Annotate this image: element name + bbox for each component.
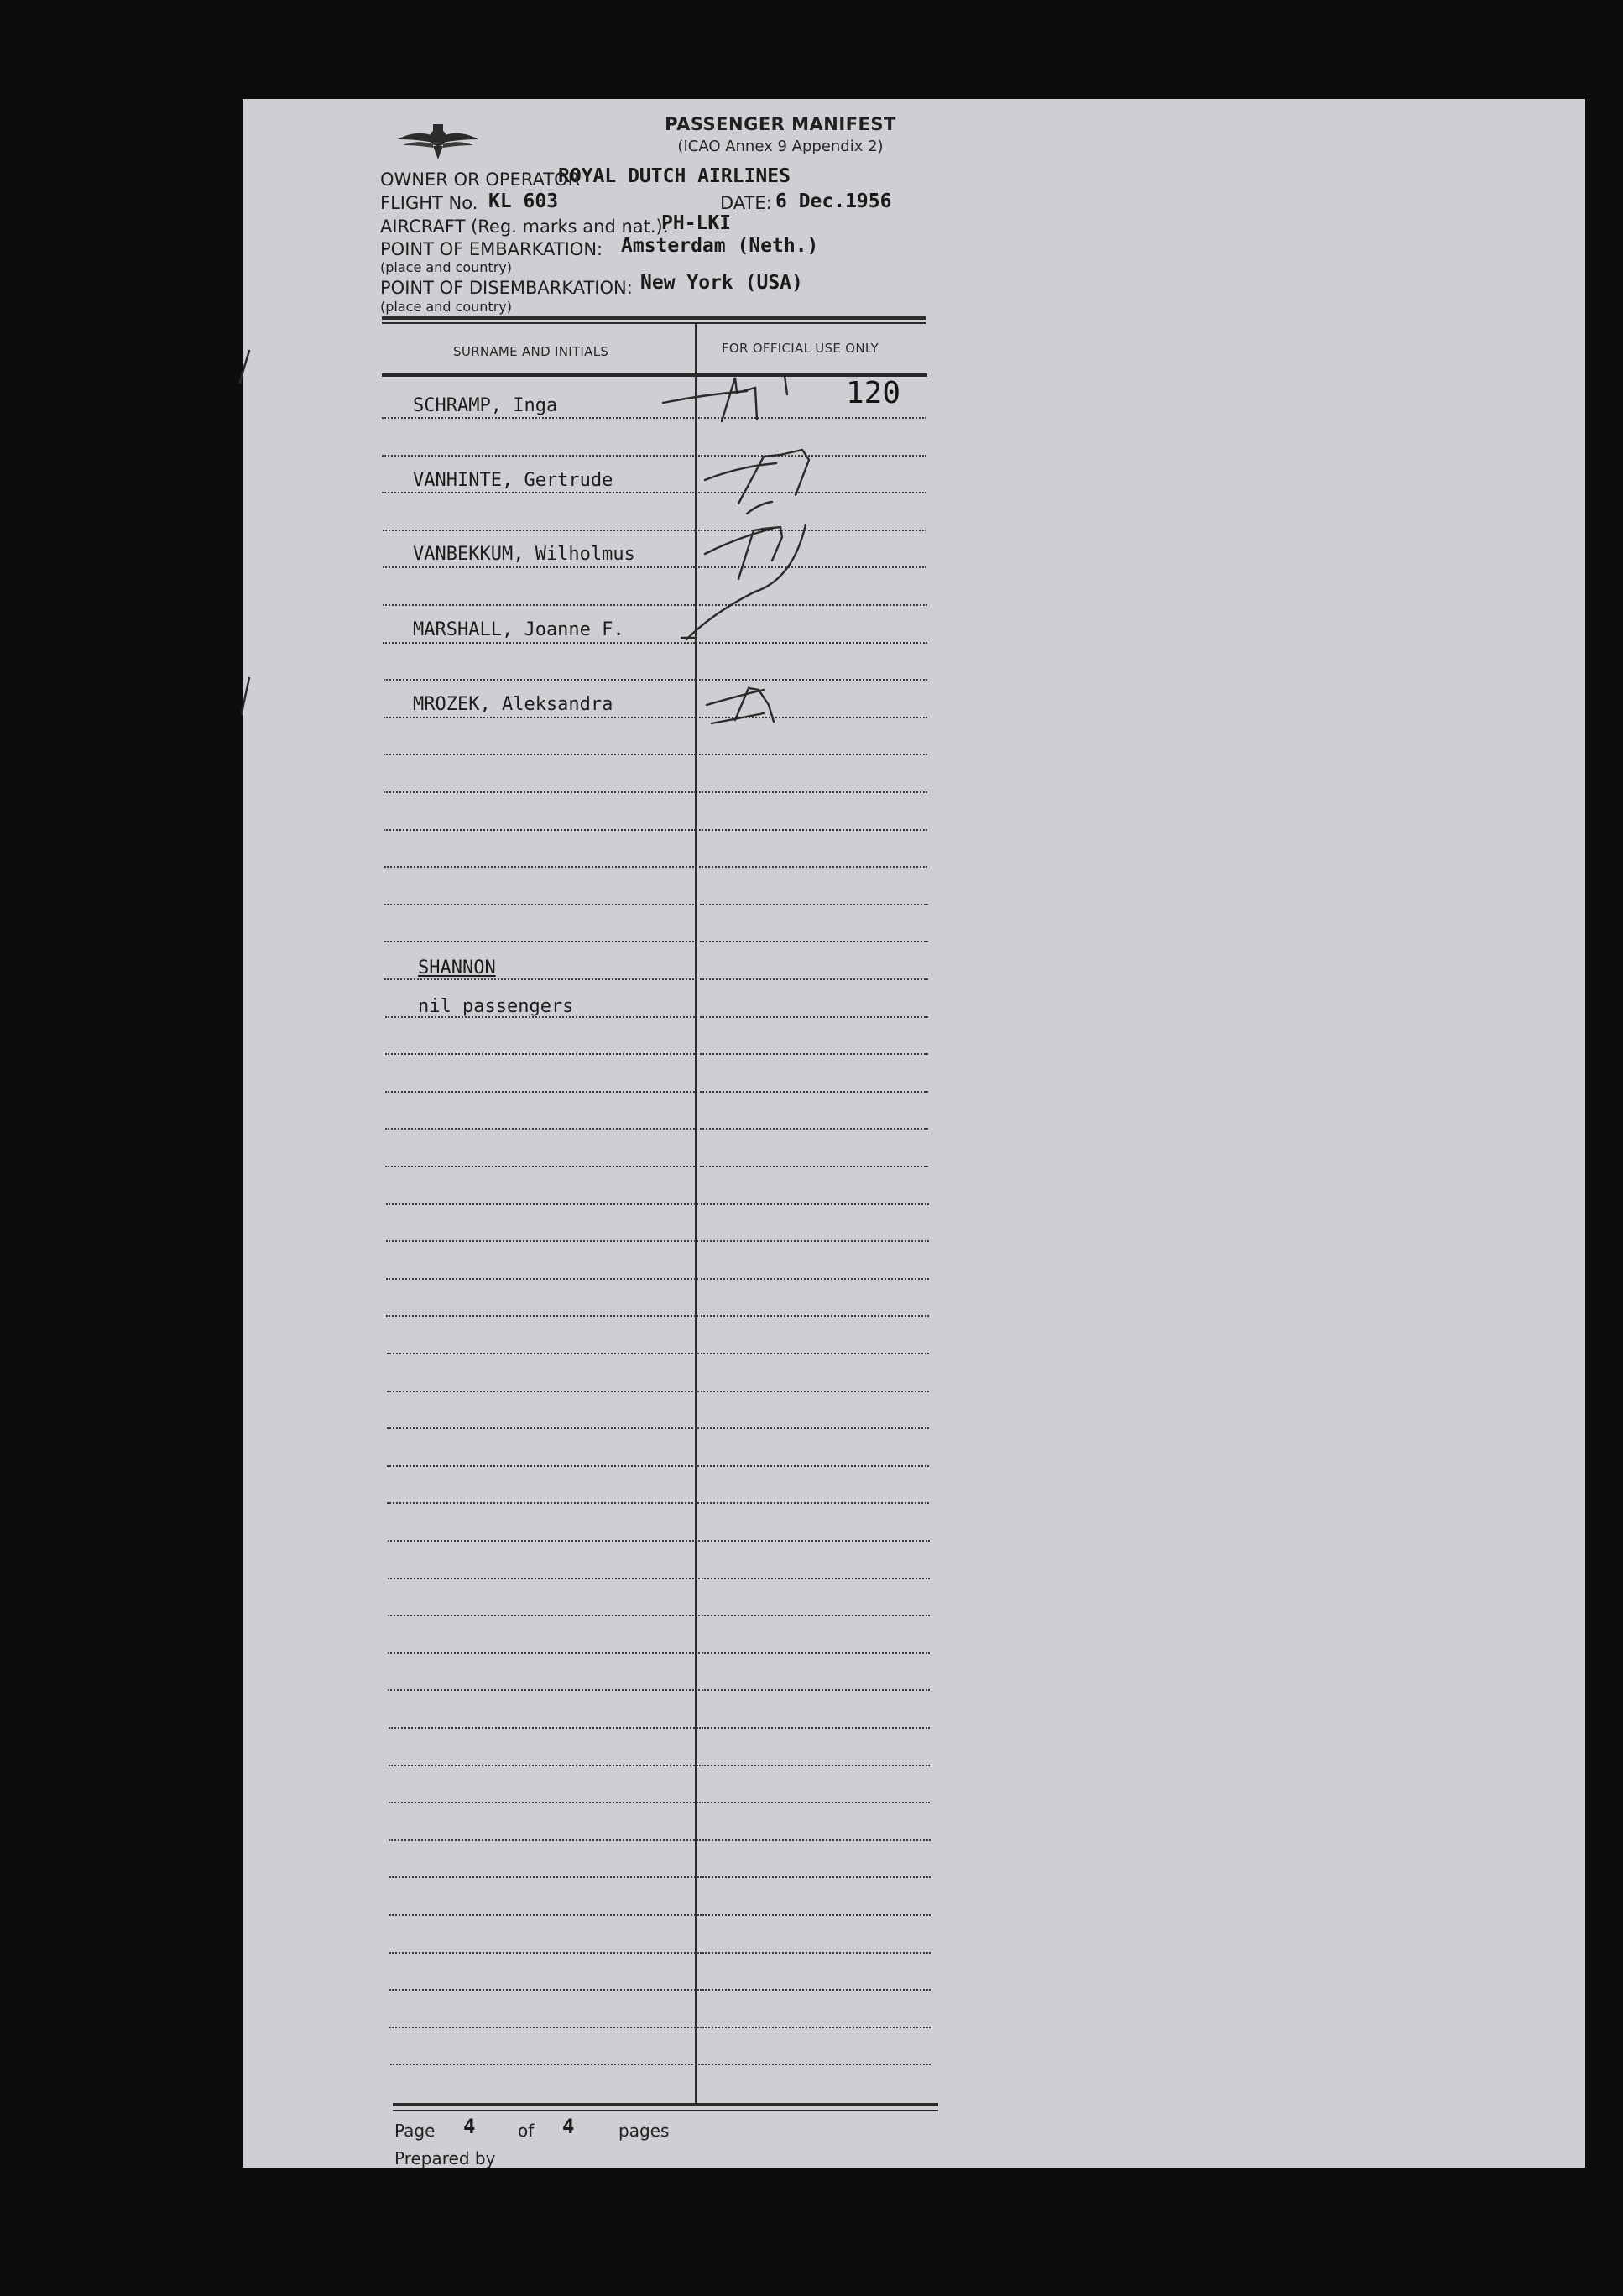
passenger-row: MROZEK, Aleksandra: [413, 694, 613, 715]
ruled-line-right: [702, 1578, 930, 1579]
ruled-line-right: [702, 1914, 931, 1916]
ruled-line-right: [699, 829, 927, 831]
ruled-line-right: [700, 904, 928, 905]
ruled-line-left: [385, 1091, 697, 1093]
flight-value: KL 603: [488, 190, 559, 212]
ruled-line-right: [701, 1427, 929, 1429]
column-header-official: FOR OFFICIAL USE ONLY: [722, 341, 879, 356]
station-note-text: nil passengers: [418, 996, 574, 1017]
ruled-line-left: [386, 1315, 698, 1317]
disembarkation-label: POINT OF DISEMBARKATION:: [380, 278, 633, 298]
ruled-line-right: [698, 492, 926, 493]
page-label: Page: [394, 2121, 436, 2141]
ruled-line-left: [389, 1839, 701, 1841]
ruled-line-right: [699, 604, 927, 606]
ruled-line-left: [388, 1578, 700, 1579]
table-bottom-rule: [393, 2103, 938, 2106]
ruled-line-left: [389, 1989, 702, 1991]
date-label: DATE:: [720, 193, 772, 213]
ruled-line-right: [698, 455, 926, 457]
ruled-line-left: [387, 1391, 699, 1392]
ruled-line-left: [389, 1765, 701, 1766]
ruled-line-left: [387, 1353, 699, 1354]
ruled-line-left: [382, 455, 694, 457]
ruled-line-right: [701, 1391, 929, 1392]
ruled-line-right: [702, 2064, 931, 2065]
page-number: 4: [463, 2115, 476, 2138]
flight-label: FLIGHT No.: [380, 193, 478, 213]
ruled-line-right: [699, 866, 927, 868]
ruled-line-left: [383, 530, 695, 531]
ruled-line-left: [385, 1166, 697, 1167]
ruled-line-right: [702, 1615, 930, 1616]
ruled-line-right: [701, 1203, 929, 1205]
ruled-line-right: [699, 679, 927, 681]
ruled-line-right: [698, 566, 926, 568]
ruled-line-left: [387, 1427, 699, 1429]
owner-value: ROYAL DUTCH AIRLINES: [558, 165, 791, 187]
ruled-line-left: [384, 978, 697, 980]
ruled-line-left: [389, 2027, 702, 2028]
ruled-line-right: [702, 1765, 930, 1766]
ruled-line-right: [701, 1315, 929, 1317]
ruled-line-left: [384, 829, 696, 831]
ruled-line-right: [698, 530, 926, 531]
klm-wings-logo: [396, 117, 480, 164]
ruled-line-right: [701, 1278, 929, 1280]
embarkation-value: Amsterdam (Neth.): [621, 235, 819, 257]
ruled-line-left: [384, 754, 696, 755]
ruled-line-left: [386, 1203, 698, 1205]
ruled-line-right: [700, 1128, 928, 1130]
ruled-line-left: [389, 1802, 701, 1803]
ruled-line-right: [701, 1502, 929, 1504]
ruled-line-left: [384, 717, 696, 718]
ruled-line-left: [383, 604, 695, 606]
aircraft-value: PH-LKI: [661, 212, 732, 234]
ruled-line-left: [389, 1914, 702, 1916]
ruled-line-left: [386, 1240, 698, 1242]
ruled-line-right: [699, 642, 927, 644]
ruled-line-right: [698, 417, 926, 419]
document-title: PASSENGER MANIFEST: [665, 114, 896, 134]
date-value: 6 Dec.1956: [775, 190, 892, 212]
table-top-rule: [382, 316, 926, 320]
ruled-line-right: [701, 1240, 929, 1242]
ruled-line-right: [702, 1689, 930, 1691]
ruled-line-left: [383, 642, 695, 644]
ruled-line-right: [700, 1053, 928, 1055]
ruled-line-left: [387, 1502, 699, 1504]
passenger-row: SCHRAMP, Inga: [413, 395, 558, 416]
disembarkation-note: (place and country): [380, 299, 512, 315]
aircraft-label: AIRCRAFT (Reg. marks and nat.):: [380, 217, 669, 237]
embarkation-label: POINT OF EMBARKATION:: [380, 239, 603, 259]
official-number: 120: [846, 376, 901, 410]
ruled-line-right: [699, 754, 927, 755]
ruled-line-right: [700, 941, 928, 942]
station-note: SHANNON: [418, 958, 496, 978]
ruled-line-left: [388, 1689, 700, 1691]
ruled-line-right: [702, 1952, 931, 1954]
prepared-by-label: Prepared by: [394, 2148, 496, 2168]
ruled-line-left: [384, 904, 697, 905]
column-header-surname: SURNAME AND INITIALS: [453, 344, 609, 359]
ruled-line-left: [382, 417, 694, 419]
ruled-line-left: [388, 1652, 700, 1654]
ruled-line-right: [700, 978, 928, 980]
ruled-line-left: [390, 2064, 702, 2065]
total-pages: 4: [562, 2115, 575, 2138]
ruled-line-right: [699, 717, 927, 718]
ruled-line-right: [700, 1016, 928, 1018]
disembarkation-value: New York (USA): [640, 272, 803, 294]
ruled-line-right: [702, 1540, 930, 1542]
passenger-row: VANHINTE, Gertrude: [413, 470, 613, 491]
pages-label: pages: [618, 2121, 670, 2141]
ruled-line-right: [702, 1989, 931, 1991]
ruled-line-left: [382, 492, 694, 493]
passenger-row: MARSHALL, Joanne F.: [413, 619, 624, 640]
passenger-row: VANBEKKUM, Wilholmus: [413, 544, 635, 565]
ruled-line-left: [389, 1876, 702, 1878]
ruled-line-left: [389, 1952, 702, 1954]
owner-label: OWNER OR OPERATOR: [380, 170, 581, 190]
ruled-line-left: [389, 1727, 701, 1729]
ruled-line-right: [702, 1727, 930, 1729]
table-top-rule-thin: [382, 322, 926, 324]
ruled-line-right: [702, 1652, 930, 1654]
ruled-line-left: [384, 866, 697, 868]
ruled-line-right: [702, 1802, 930, 1803]
table-bottom-rule-thin: [393, 2110, 938, 2111]
ruled-line-left: [386, 1278, 698, 1280]
ruled-line-right: [700, 1166, 928, 1167]
ruled-line-left: [385, 1053, 697, 1055]
document-subtitle: (ICAO Annex 9 Appendix 2): [677, 138, 884, 155]
column-divider: [695, 322, 697, 2103]
ruled-line-left: [384, 679, 696, 681]
ruled-line-right: [700, 1091, 928, 1093]
ruled-line-left: [384, 791, 696, 793]
ruled-line-left: [384, 941, 697, 942]
ruled-line-left: [385, 1128, 697, 1130]
ruled-line-right: [702, 1876, 931, 1878]
of-label: of: [518, 2121, 535, 2141]
ruled-line-left: [388, 1615, 700, 1616]
ruled-line-left: [387, 1465, 699, 1467]
ruled-line-right: [702, 1839, 931, 1841]
ruled-line-right: [699, 791, 927, 793]
ruled-line-right: [701, 1465, 929, 1467]
ruled-line-right: [702, 2027, 931, 2028]
embarkation-note: (place and country): [380, 259, 512, 275]
ruled-line-left: [388, 1540, 700, 1542]
ruled-line-left: [383, 566, 695, 568]
ruled-line-right: [701, 1353, 929, 1354]
